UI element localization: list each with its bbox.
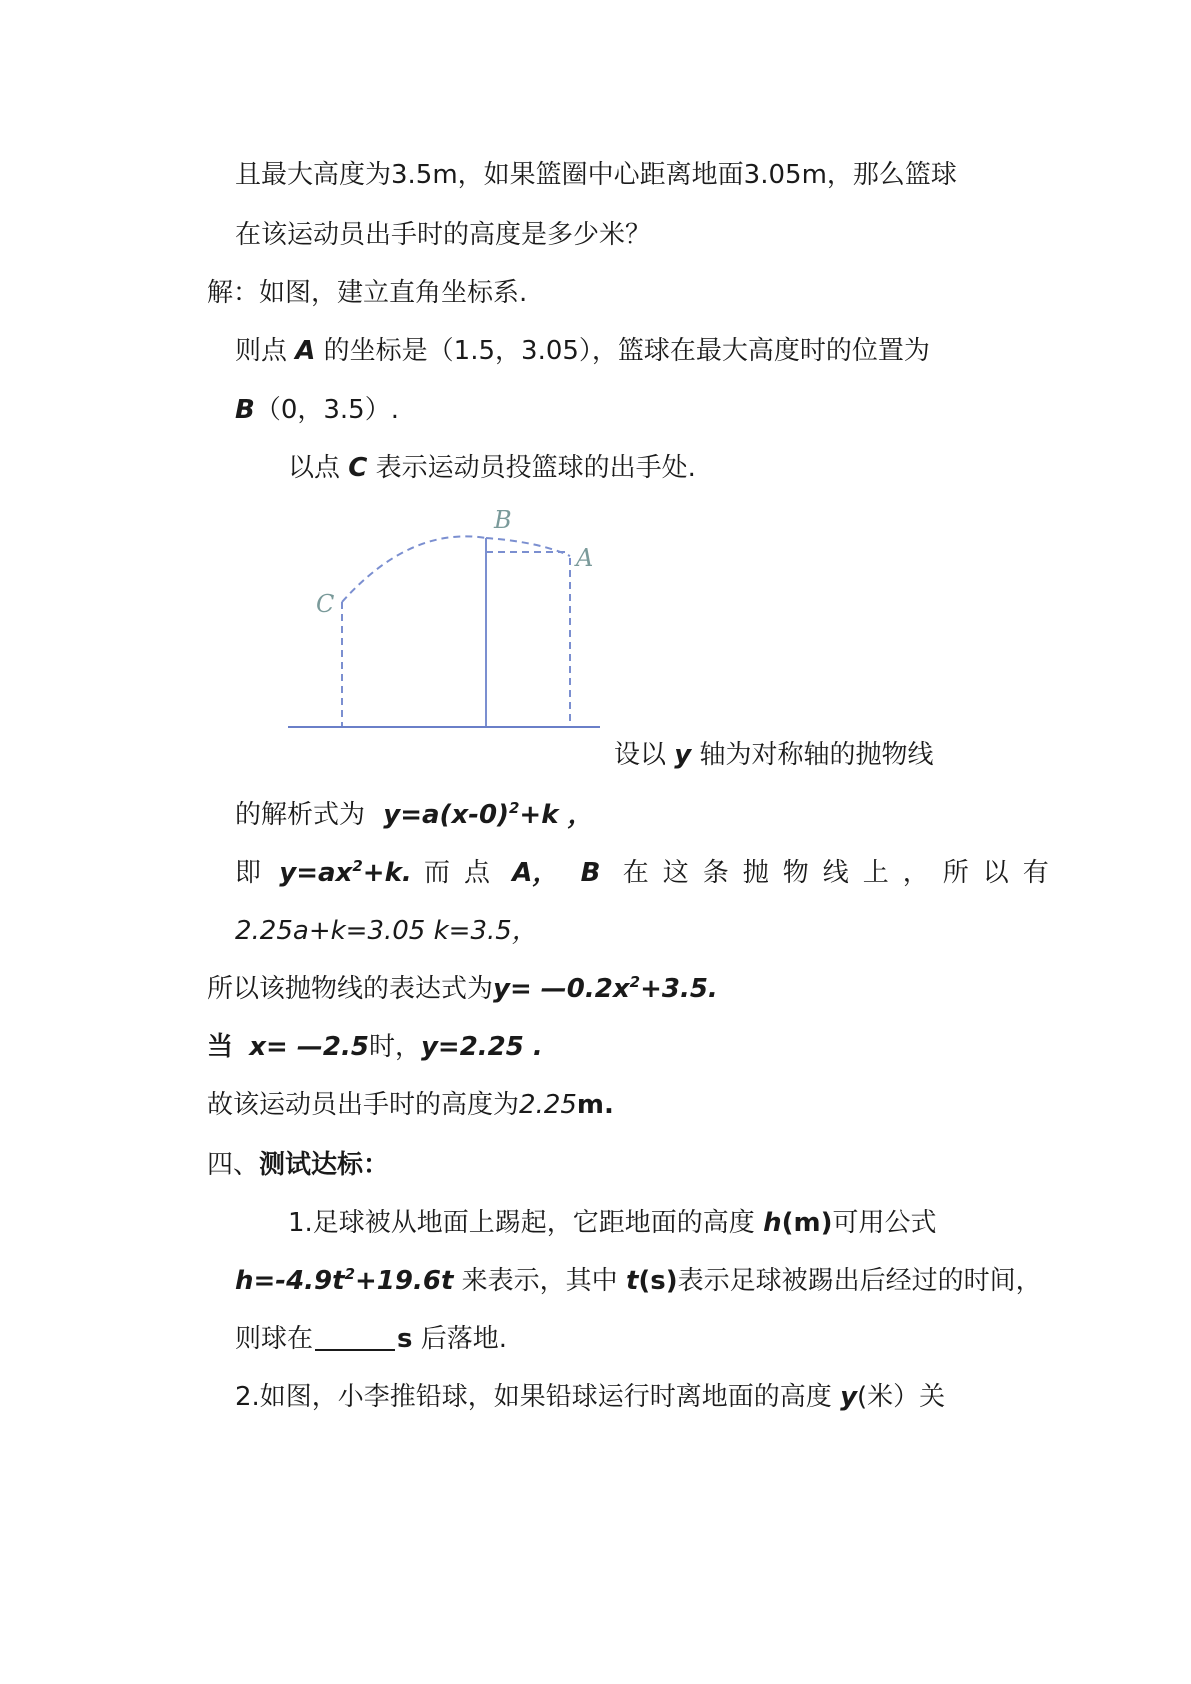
exponent: 2: [344, 1265, 356, 1283]
formula-part: +3.5.: [640, 974, 718, 1004]
formula: x= —2.5: [249, 1032, 369, 1062]
text-line-11: [207, 972, 718, 1006]
text-span: 设以: [614, 740, 667, 770]
figure-label-b: B: [494, 506, 512, 534]
text-line-5: [235, 393, 399, 427]
answer-unit: m.: [576, 1090, 614, 1120]
exponent: 2: [629, 973, 641, 991]
figure-label-a: A: [576, 544, 594, 572]
point-c-label: C: [348, 453, 368, 483]
y-variable: y: [674, 740, 692, 770]
equation-system: 2.25a+k=3.05 k=3.5，: [235, 916, 538, 946]
text-span: 的解析式为: [235, 800, 366, 830]
parabola-curve: [342, 536, 486, 602]
curve-b-to-a: [486, 538, 570, 556]
text-span: 表示运动员投篮球的出手处.: [375, 453, 696, 483]
formula-part: +19.6t: [355, 1266, 454, 1296]
text-line-8: [235, 798, 594, 832]
text-line-17: [235, 1322, 507, 1356]
text-line-15: [288, 1206, 936, 1240]
text-span: 则点: [235, 336, 288, 366]
formula-part: h=-4.9t: [235, 1266, 345, 1296]
text-span: 时，: [368, 1032, 421, 1062]
section-title: 测试达标：: [259, 1150, 390, 1180]
text-line-13: [207, 1088, 614, 1122]
answer-blank[interactable]: [315, 1323, 395, 1351]
exponent: 2: [352, 857, 363, 875]
formula-part: y= —0.2x: [493, 974, 630, 1004]
text-span: 表示足球被踢出后经过的时间，: [677, 1266, 1042, 1296]
text-line-12: [207, 1030, 543, 1064]
y-variable: y: [840, 1382, 858, 1412]
point-a-label: A，: [512, 858, 559, 888]
answer-value: 2.25: [519, 1090, 577, 1120]
text-line-4: [235, 334, 930, 368]
text-span: 可用公式: [832, 1208, 937, 1238]
section-heading: [207, 1148, 389, 1182]
text-line-10: [235, 914, 538, 948]
text-span: 而点: [424, 858, 505, 888]
text-line-16: [235, 1264, 1042, 1298]
text-span: 在这条抛物线上，所以有: [622, 858, 1063, 888]
text-span: 2.如图，小李推铅球，如果铅球运行时离地面的高度: [235, 1382, 832, 1412]
text-span: 1.足球被从地面上踢起，它距地面的高度: [288, 1208, 755, 1238]
point-b-label: B: [235, 395, 255, 425]
text-span: 故该运动员出手时的高度为: [207, 1090, 520, 1120]
text-span: 则球在: [235, 1324, 314, 1354]
formula: [279, 858, 411, 888]
point-a-label: A: [295, 336, 316, 366]
formula: [493, 974, 718, 1004]
formula-part: +k.: [362, 858, 412, 888]
formula: y=2.25 .: [420, 1032, 543, 1062]
text-line-9: [235, 856, 1063, 890]
text-line-1: 且最大高度为3.5m，如果篮圈中心距离地面3.05m，那么篮球: [235, 160, 957, 190]
text-span: 即: [235, 858, 262, 888]
t-variable: t: [625, 1266, 639, 1296]
formula-part: y=a(x-0): [383, 800, 509, 830]
text-span: 四、: [207, 1150, 260, 1180]
text-line-2: 在该运动员出手时的高度是多少米？: [235, 220, 652, 250]
text-span: （0，3.5）.: [254, 395, 399, 425]
text-span: 的坐标是（1.5，3.05），篮球在最大高度时的位置为: [323, 336, 930, 366]
point-b-label: B: [580, 858, 601, 888]
formula: [383, 800, 593, 830]
unit: (m): [781, 1208, 833, 1238]
text-line-6: [288, 451, 696, 485]
text-span: 来表示，其中: [461, 1266, 618, 1296]
formula: [235, 1266, 453, 1296]
basketball-trajectory-figure: [300, 506, 660, 796]
unit: s: [397, 1324, 413, 1354]
text-span: 当: [207, 1032, 234, 1062]
text-span: 所以该抛物线的表达式为: [207, 974, 494, 1004]
h-variable: h: [763, 1208, 782, 1238]
figure-label-c: C: [316, 590, 335, 618]
exponent: 2: [508, 799, 520, 817]
text-span: 以点: [288, 453, 341, 483]
text-line-3: 解：如图，建立直角坐标系.: [207, 278, 528, 308]
text-span: 轴为对称轴的抛物线: [699, 740, 934, 770]
text-line-18: [235, 1380, 945, 1414]
text-line-7: [614, 738, 934, 772]
text-span: (米）关: [857, 1382, 946, 1412]
formula-part: +k ，: [519, 800, 594, 830]
formula-part: y=ax: [279, 858, 353, 888]
text-span: 后落地.: [420, 1324, 508, 1354]
unit: (s): [638, 1266, 678, 1296]
